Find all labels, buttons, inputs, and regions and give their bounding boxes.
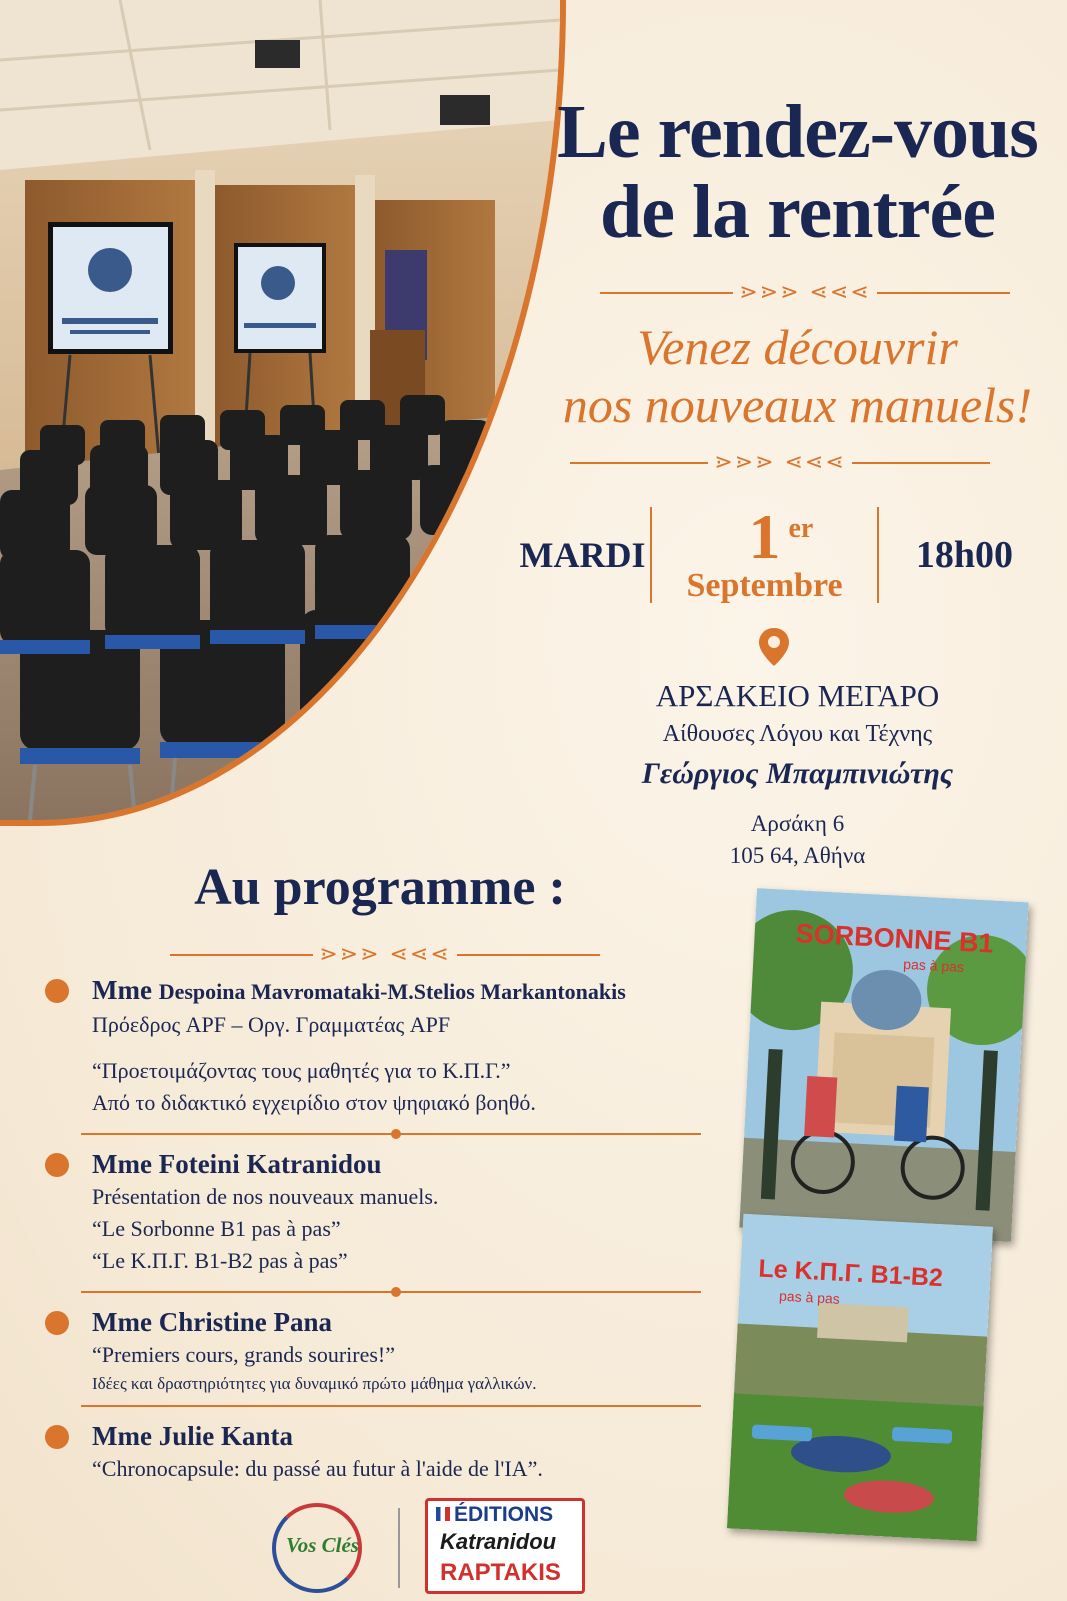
- venue-street: Αρσάκη 6: [750, 811, 845, 836]
- speaker-role: Πρόεδρος APF – Οργ. Γραμματέας APF: [92, 1012, 451, 1037]
- speaker-name: Mme Despoina Mavromataki-M.Stelios Markantonakis: [92, 975, 626, 1005]
- venue-hall-name: Γεώργιος Μπαμπινιώτης: [641, 757, 954, 790]
- speaker-name: Mme Christine Pana: [92, 1307, 332, 1337]
- event-title: [545, 92, 1050, 252]
- book-cover-kpg: [727, 1214, 993, 1542]
- talk-title: “Le Κ.Π.Γ. B1-B2 pas à pas”: [92, 1248, 348, 1273]
- talk-title: “Chronocapsule: du passé au futur à l'aide de l'IA”.: [92, 1456, 543, 1481]
- book-subtitle: pas à pas: [902, 955, 965, 976]
- bullet-icon: [45, 1311, 69, 1335]
- conference-room-photo: [0, 0, 560, 820]
- bullet-icon: [45, 1425, 69, 1449]
- talk-title: “Premiers cours, grands sourires!”: [92, 1342, 396, 1367]
- programme-item: [45, 1147, 685, 1277]
- book-title: Le Κ.Π.Γ. B1-B2: [757, 1254, 944, 1293]
- event-day: MARDI: [519, 535, 646, 575]
- french-flag-icon: [436, 1507, 450, 1521]
- programme-separator: [81, 1405, 701, 1407]
- date-superscript: er: [788, 513, 814, 544]
- programme-item: [45, 1305, 685, 1397]
- subtitle-line-1: Venez découvrir: [637, 319, 958, 375]
- programme-item: [45, 1419, 685, 1485]
- talk-title: “Le Sorbonne B1 pas à pas”: [92, 1216, 341, 1241]
- talk-description: Présentation de nos nouveaux manuels.: [92, 1184, 439, 1209]
- talk-description: Από το διδακτικό εγχειρίδιο στον ψηφιακό βοηθό.: [92, 1090, 536, 1115]
- book-cover-sorbonne: [739, 888, 1028, 1242]
- editions-line-2: Katranidou: [440, 1529, 557, 1554]
- title-line-2: de la rentrée: [600, 170, 995, 254]
- event-time: 18h00: [915, 534, 1014, 576]
- talk-title: “Προετοιμάζοντας τους μαθητές για το Κ.Π.Γ.”: [92, 1058, 511, 1083]
- subtitle-line-2: nos nouveaux manuels!: [562, 377, 1033, 433]
- event-subtitle: [545, 318, 1050, 434]
- editions-line-3: RAPTAKIS: [440, 1559, 561, 1586]
- programme-separator: [81, 1291, 701, 1293]
- event-date: [652, 501, 877, 604]
- date-number: 1 er: [749, 506, 781, 568]
- ornament-divider-top: ⋗⋗⋗ ⋖⋖⋖: [600, 280, 1010, 305]
- event-date-row: [515, 501, 1050, 605]
- date-month: Septembre: [686, 567, 843, 604]
- ornament-divider-programme: ⋗⋗⋗ ⋖⋖⋖: [170, 942, 600, 967]
- book-title: SORBONNE B1: [794, 918, 995, 959]
- speaker-name: Mme Julie Kanta: [92, 1421, 293, 1451]
- ornament-divider-middle: ⋗⋗⋗ ⋖⋖⋖: [570, 450, 990, 475]
- logos: [260, 1498, 610, 1598]
- editions-line-1: ÉDITIONS: [454, 1503, 554, 1526]
- bullet-icon: [45, 1153, 69, 1177]
- book-subtitle: pas à pas: [778, 1287, 841, 1307]
- bullet-icon: [45, 979, 69, 1003]
- programme-separator: [81, 1133, 701, 1135]
- venue-hall: Αίθουσες Λόγου και Τέχνης: [662, 721, 933, 747]
- location-pin-icon: [759, 628, 789, 666]
- vos-cles-text: Vos Clés: [286, 1533, 359, 1557]
- title-line-1: Le rendez-vous: [557, 90, 1038, 174]
- programme-item: [45, 973, 685, 1119]
- venue-name: ΑΡΣΑΚΕΙΟ ΜΕΓΑΡΟ: [655, 678, 940, 713]
- logo-divider: [398, 1508, 400, 1588]
- programme-title: Au programme :: [194, 859, 566, 916]
- speaker-name: Mme Foteini Katranidou: [92, 1149, 382, 1179]
- programme-list: [45, 973, 685, 1485]
- editions-logo: [425, 1498, 585, 1594]
- venue-city: 105 64, Αθήνα: [729, 843, 866, 868]
- venue-block: [545, 676, 1050, 872]
- talk-description: Ιδέες και δραστηριότητες για δυναμικό πρώτο μάθημα γαλλικών.: [92, 1374, 537, 1393]
